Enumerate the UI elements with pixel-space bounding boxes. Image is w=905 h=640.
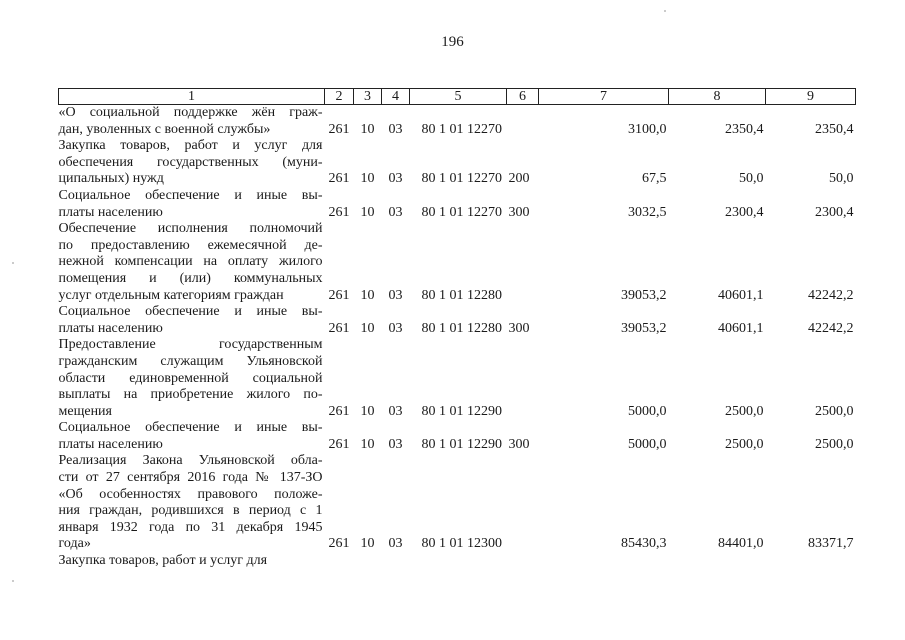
item-name-line: гражданским служащим Ульяновской: [58, 353, 323, 369]
item-name-line: помещения и (или) коммунальных: [58, 270, 323, 286]
amount-col7-cell: 39053,2: [621, 320, 667, 336]
target-article-cell: 80 1 01 12270: [421, 204, 502, 220]
item-name-line: дан, уволенных с военной службы»: [58, 121, 271, 137]
grbs-cell: 261: [328, 320, 350, 336]
target-article-cell: [410, 553, 507, 570]
section-cell: 10: [360, 320, 375, 336]
item-name-line: «О социальной поддержке жён граж-: [58, 105, 323, 120]
table-row: [59, 453, 856, 553]
item-name-line: Предоставление государственным: [58, 337, 323, 353]
expense-type-cell: [507, 221, 539, 304]
target-article-cell: 80 1 01 12270: [421, 121, 502, 137]
amount-col9-cell: 83371,7: [808, 536, 854, 552]
item-name-cell: [59, 337, 325, 420]
subsection-cell: 03: [388, 204, 403, 220]
subsection-cell: 03: [388, 121, 403, 137]
amount-col7-cell: 5000,0: [628, 403, 667, 419]
column-header-5: 5: [410, 89, 507, 105]
amount-col9-cell: 50,0: [829, 171, 854, 187]
table-row: [59, 337, 856, 420]
section-cell: 10: [360, 121, 375, 137]
amount-col9-cell: 2350,4: [815, 121, 854, 137]
item-name-line: по предоставлению ежемесячной де-: [58, 237, 323, 253]
section-cell: 10: [360, 536, 375, 552]
target-article-cell: 80 1 01 12290: [421, 403, 502, 419]
grbs-cell: 261: [328, 171, 350, 187]
column-header-3: 3: [354, 89, 382, 105]
amount-col7-cell: 67,5: [642, 171, 667, 187]
item-name-line: услуг отдельным категориям граждан: [58, 287, 284, 303]
subsection-cell: 03: [388, 403, 403, 419]
table-row: [59, 553, 856, 570]
item-name-line: Социальное обеспечение и иные вы-: [58, 304, 323, 320]
amount-col8-cell: 2500,0: [725, 403, 764, 419]
section-cell: 10: [360, 171, 375, 187]
item-name-line: Закупка товаров, работ и услуг для: [58, 553, 268, 569]
item-name-cell: [59, 304, 325, 337]
scan-speck: [12, 580, 14, 582]
expense-type-cell: [507, 453, 539, 553]
amount-col9-cell: 2500,0: [815, 436, 854, 452]
item-name-cell: [59, 453, 325, 553]
item-name-line: платы населению: [58, 436, 163, 452]
column-header-2: 2: [325, 89, 354, 105]
amount-col8-cell: 84401,0: [718, 536, 764, 552]
subsection-cell: 03: [388, 171, 403, 187]
grbs-cell: 261: [328, 403, 350, 419]
amount-col8-cell: [669, 553, 766, 570]
expense-type-cell: 300: [508, 436, 530, 452]
target-article-cell: 80 1 01 12280: [421, 287, 502, 303]
grbs-cell: 261: [328, 287, 350, 303]
table-row: [59, 188, 856, 221]
grbs-cell: 261: [328, 121, 350, 137]
item-name-line: ния граждан, родившихся в период с 1: [58, 503, 323, 519]
expense-type-cell: 300: [508, 204, 530, 220]
item-name-line: платы населению: [58, 320, 163, 336]
amount-col8-cell: 50,0: [739, 171, 764, 187]
item-name-line: Закупка товаров, работ и услуг для: [58, 138, 323, 154]
table-row: [59, 304, 856, 337]
item-name-line: сти от 27 сентября 2016 года № 137-ЗО: [58, 470, 323, 486]
scan-speck: [664, 10, 666, 12]
item-name-line: платы населению: [58, 204, 163, 220]
amount-col8-cell: 2350,4: [725, 121, 764, 137]
expense-type-cell: [507, 105, 539, 139]
item-name-line: ципальных) нужд: [58, 171, 164, 187]
subsection-cell: 03: [388, 320, 403, 336]
table-row: [59, 138, 856, 188]
target-article-cell: 80 1 01 12300: [421, 536, 502, 552]
amount-col9-cell: 2300,4: [815, 204, 854, 220]
section-cell: 10: [360, 436, 375, 452]
expense-type-cell: 300: [508, 320, 530, 336]
item-name-line: января 1932 года по 31 декабря 1945: [58, 519, 323, 535]
item-name-line: года»: [58, 536, 91, 552]
column-header-6: 6: [507, 89, 539, 105]
item-name-line: Реализация Закона Ульяновской обла-: [58, 453, 323, 469]
item-name-line: Социальное обеспечение и иные вы-: [58, 420, 323, 436]
budget-table: [58, 88, 856, 570]
column-header-7: 7: [539, 89, 669, 105]
expense-type-cell: [507, 553, 539, 570]
expense-type-cell: [507, 337, 539, 420]
amount-col8-cell: 2500,0: [725, 436, 764, 452]
table-body: [59, 105, 856, 570]
header-row: [59, 89, 856, 105]
item-name-cell: [59, 138, 325, 188]
subsection-cell: [382, 553, 410, 570]
amount-col7-cell: [539, 553, 669, 570]
subsection-cell: 03: [388, 536, 403, 552]
amount-col7-cell: 85430,3: [621, 536, 667, 552]
table-row: [59, 221, 856, 304]
table-row: [59, 420, 856, 453]
item-name-line: выплаты на приобретение жилого по-: [58, 387, 323, 403]
amount-col7-cell: 3100,0: [628, 121, 667, 137]
amount-col9-cell: 42242,2: [808, 320, 854, 336]
expense-type-cell: 200: [508, 171, 530, 187]
scan-speck: [12, 262, 14, 264]
amount-col9-cell: 42242,2: [808, 287, 854, 303]
item-name-line: обеспечения государственных (муни-: [58, 154, 323, 170]
column-header-1: 1: [59, 89, 325, 105]
grbs-cell: 261: [328, 536, 350, 552]
amount-col7-cell: 5000,0: [628, 436, 667, 452]
item-name-line: «Об особенностях правового положе-: [58, 486, 323, 502]
page-number: 196: [441, 34, 464, 50]
amount-col9-cell: 2500,0: [815, 403, 854, 419]
item-name-line: Социальное обеспечение и иные вы-: [58, 187, 323, 203]
item-name-cell: [59, 105, 325, 139]
item-name-line: нежной компенсации на оплату жилого: [58, 254, 323, 270]
column-header-4: 4: [382, 89, 410, 105]
target-article-cell: 80 1 01 12280: [421, 320, 502, 336]
amount-col7-cell: 3032,5: [628, 204, 667, 220]
column-header-8: 8: [669, 89, 766, 105]
section-cell: [354, 553, 382, 570]
section-cell: 10: [360, 403, 375, 419]
column-header-9: 9: [766, 89, 856, 105]
item-name-line: области единовременной социальной: [58, 370, 323, 386]
target-article-cell: 80 1 01 12270: [421, 171, 502, 187]
item-name-cell: [59, 221, 325, 304]
item-name-line: мещения: [58, 403, 112, 419]
item-name-line: Обеспечение исполнения полномочий: [58, 221, 323, 237]
table-row: [59, 105, 856, 139]
grbs-cell: 261: [328, 436, 350, 452]
grbs-cell: [325, 553, 354, 570]
grbs-cell: 261: [328, 204, 350, 220]
amount-col8-cell: 40601,1: [718, 287, 764, 303]
item-name-cell: [59, 553, 325, 570]
item-name-cell: [59, 188, 325, 221]
section-cell: 10: [360, 287, 375, 303]
target-article-cell: 80 1 01 12290: [421, 436, 502, 452]
subsection-cell: 03: [388, 287, 403, 303]
section-cell: 10: [360, 204, 375, 220]
subsection-cell: 03: [388, 436, 403, 452]
amount-col7-cell: 39053,2: [621, 287, 667, 303]
amount-col8-cell: 2300,4: [725, 204, 764, 220]
amount-col8-cell: 40601,1: [718, 320, 764, 336]
table-header: [59, 89, 856, 105]
item-name-cell: [59, 420, 325, 453]
amount-col9-cell: [766, 553, 856, 570]
